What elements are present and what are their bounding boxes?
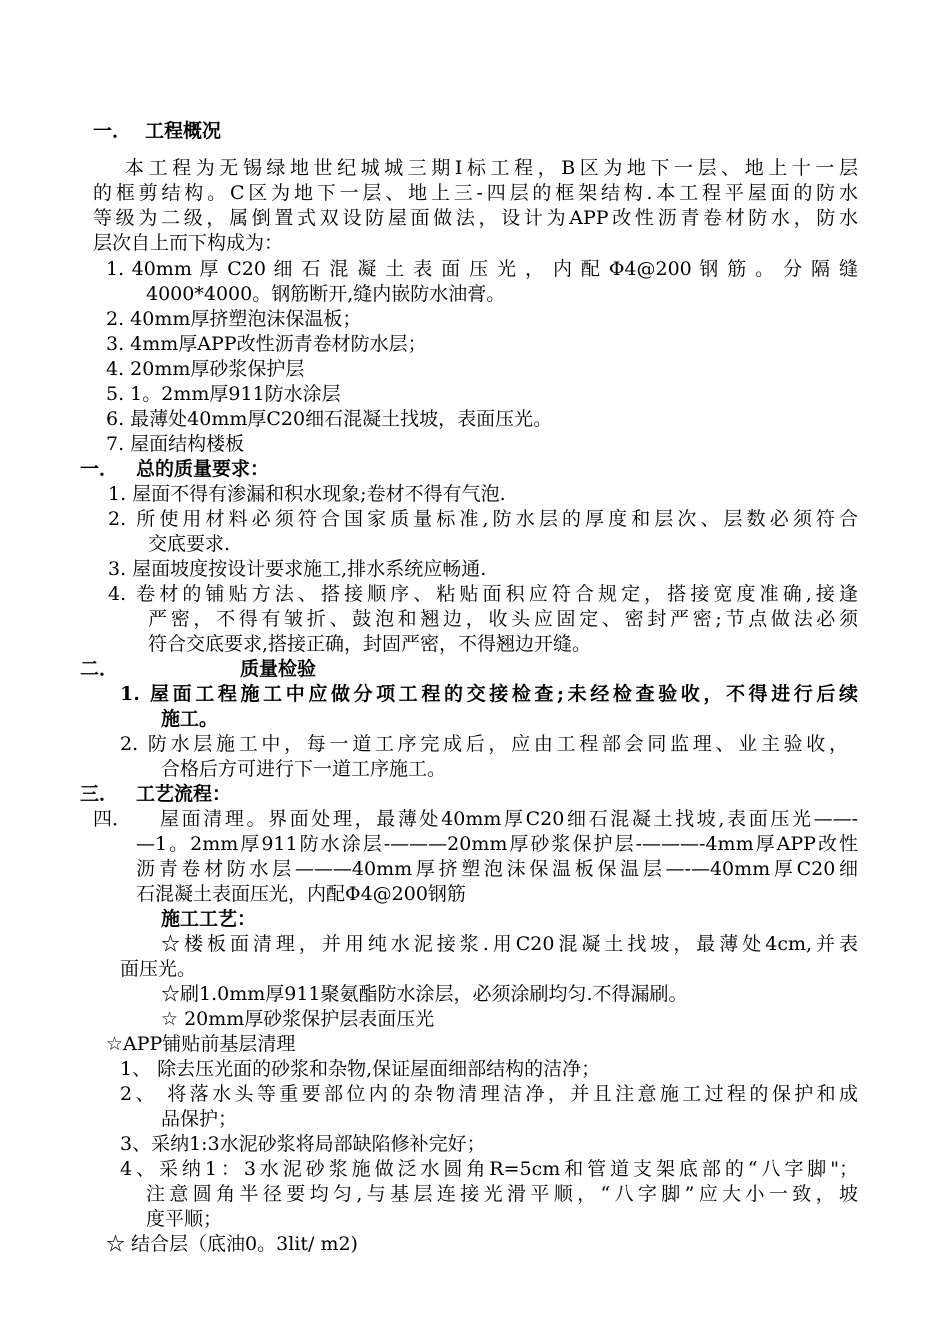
bond-layer-line: ☆ 结合层（底油0。3lit/ m2) (106, 1233, 358, 1255)
heading-number: 二． (80, 658, 119, 680)
inspection-item: 2. 防水层施工中，每一道工序完成后，应由工程部会同监理、业主验收， (120, 733, 848, 755)
heading-title: 质量检验 (240, 658, 317, 680)
quality-item-continuation: 交底要求. (148, 533, 231, 555)
process-line: 石混凝土表面压光，内配Φ4@200钢筋 (136, 883, 466, 905)
app-title: ☆APP铺贴前基层清理 (106, 1033, 296, 1055)
layer-item-continuation: 4000*4000。钢筋断开,缝内嵌防水油膏。 (146, 283, 506, 305)
layer-item: 4. 20mm厚砂浆保护层 (106, 358, 305, 380)
heading-number: 一． (80, 458, 119, 480)
heading-title: 工程概况 (145, 120, 222, 142)
app-item: 4、采纳1：3水泥砂浆施做泛水圆角R=5cm和管道支架底部的“八字脚"； (120, 1158, 858, 1180)
layer-item: 1. 40mm 厚 C20 细 石 混 凝 土 表 面 压 光 ， 内 配 Φ4@200 钢 筋 。 分 隔 缝 (106, 258, 858, 280)
craft-line: 面压光。 (120, 958, 197, 980)
craft-title: 施工工艺： (161, 908, 257, 930)
app-item-continuation: 品保护； (161, 1108, 238, 1130)
layer-item: 3. 4mm厚APP改性沥青卷材防水层； (106, 333, 427, 355)
quality-item-continuation: 严密，不得有皱折、鼓泡和翘边，收头应固定、密封严密;节点做法必须 (148, 608, 858, 630)
process-line: 沥青卷材防水层———40mm厚挤塑泡沫保温板保温层—-—40mm厚C20细 (136, 858, 858, 880)
overview-line: 等级为二级，属倒置式双设防屋面做法，设计为APP改性沥青卷材防水，防水 (93, 207, 858, 229)
inspection-item: 1. 屋面工程施工中应做分项工程的交接检查;未经检查验收，不得进行后续 (120, 683, 858, 705)
heading-title: 工艺流程： (136, 783, 232, 805)
quality-item: 4. 卷材的铺贴方法、搭接顺序、粘贴面积应符合规定，搭接宽度准确,接逢 (108, 583, 858, 605)
layer-item: 6. 最薄处40mm厚C20细石混凝土找坡，表面压光。 (106, 408, 553, 430)
section-heading-quality (80, 457, 269, 481)
section-heading-overview (93, 119, 221, 143)
layer-item: 5. 1。2mm厚911防水涂层 (106, 383, 341, 405)
app-item: 1、 除去压光面的砂浆和杂物,保证屋面细部结构的洁净； (120, 1058, 601, 1080)
overview-line: 的框剪结构。C区为地下一层、地上三-四层的框架结构.本工程平屋面的防水 (93, 182, 858, 204)
layer-item: 2. 40mm厚挤塑泡沫保温板； (106, 308, 362, 330)
quality-item: 1. 屋面不得有渗漏和积水现象;卷材不得有气泡. (108, 483, 506, 505)
process-number: 四． (93, 808, 132, 830)
heading-number: 一． (93, 120, 132, 142)
process-line: —1。2mm厚911防水涂层-———20mm厚砂浆保护层-———-4mm厚APP改性 (136, 833, 858, 855)
overview-line: 本工程为无锡绿地世纪城城三期Ⅰ标工程，B区为地下一层、地上十一层 (125, 157, 858, 179)
heading-number: 三． (80, 783, 119, 805)
craft-line: ☆刷1.0mm厚911聚氨酯防水涂层，必须涂刷均匀.不得漏刷。 (161, 983, 688, 1005)
quality-item-continuation: 符合交底要求,搭接正确，封固严密，不得翘边开缝。 (148, 633, 592, 655)
section-heading-inspection (80, 657, 316, 681)
app-item-continuation: 度平顺； (146, 1208, 223, 1230)
quality-item: 3. 屋面坡度按设计要求施工,排水系统应畅通. (108, 558, 487, 580)
layer-item: 7. 屋面结构楼板 (106, 433, 245, 455)
section-heading-process (80, 782, 231, 806)
craft-line: ☆楼板面清理，并用纯水泥接浆.用C20混凝土找坡，最薄处4cm,并表 (161, 933, 858, 955)
app-item: 2、 将落水头等重要部位内的杂物清理洁净，并且注意施工过程的保护和成 (120, 1083, 858, 1105)
app-item: 3、采纳1:3水泥砂浆将局部缺陷修补完好； (120, 1133, 486, 1155)
inspection-item-continuation: 施工。 (161, 708, 219, 730)
inspection-item-continuation: 合格后方可进行下一道工序施工。 (161, 758, 447, 780)
process-line: 屋面清理。界面处理，最薄处40mm厚C20细石混凝土找坡,表面压光——- (160, 808, 858, 830)
craft-line: ☆ 20mm厚砂浆保护层表面压光 (161, 1008, 435, 1030)
app-item-continuation: 注意圆角半径要均匀,与基层连接光滑平顺，“八字脚”应大小一致，坡 (146, 1183, 858, 1205)
heading-title: 总的质量要求： (136, 458, 270, 480)
quality-item: 2. 所使用材料必须符合国家质量标准,防水层的厚度和层次、层数必须符合 (108, 508, 858, 530)
overview-line: 层次自上而下构成为： (93, 232, 284, 254)
